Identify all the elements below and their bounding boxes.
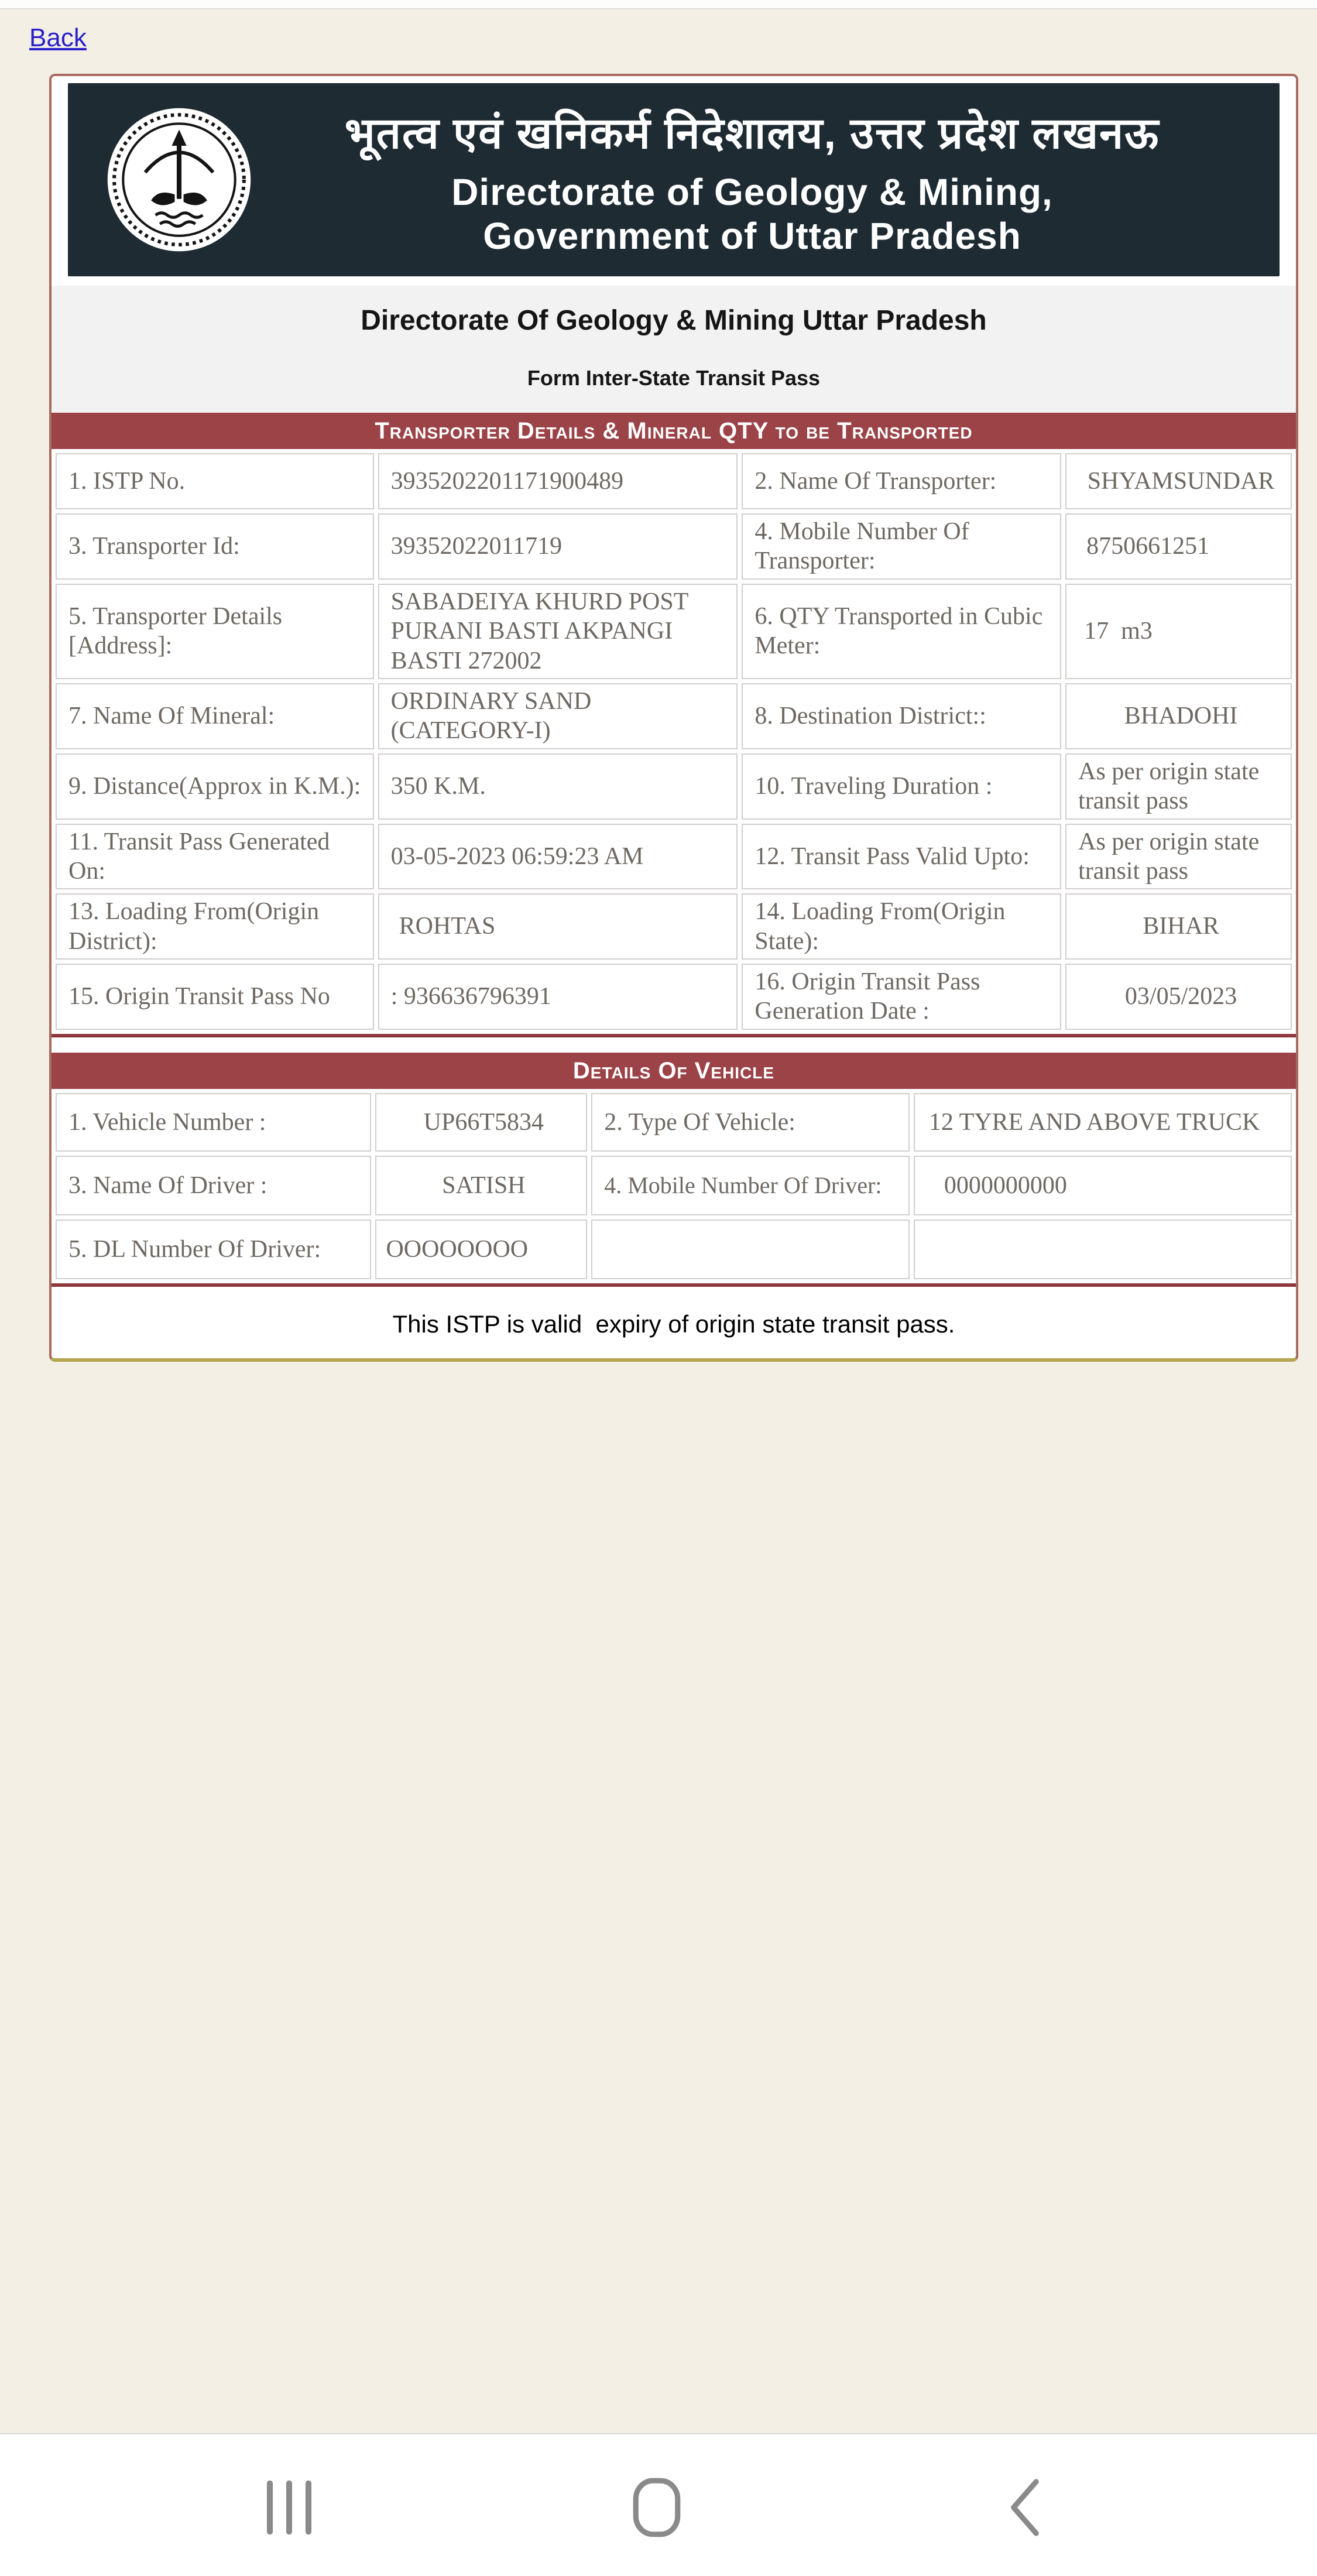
table-row bbox=[56, 453, 1292, 509]
value-vehicle-number: UP66T5834 bbox=[375, 1093, 587, 1152]
value-transporter-mobile: 8750661251 bbox=[1065, 513, 1292, 580]
label-driver-dl: 5. DL Number Of Driver: bbox=[56, 1220, 371, 1279]
table-row bbox=[56, 513, 1292, 580]
table-row bbox=[56, 584, 1292, 679]
label-istp-no: 1. ISTP No. bbox=[56, 453, 374, 509]
value-valid-upto: As per origin state transit pass bbox=[1065, 824, 1292, 890]
value-vehicle-type: 12 TYRE AND ABOVE TRUCK bbox=[914, 1093, 1292, 1152]
empty-cell bbox=[914, 1220, 1292, 1279]
transporter-table bbox=[52, 449, 1296, 1034]
table-row bbox=[56, 824, 1292, 890]
value-origin-pass-no: : 936636796391 bbox=[378, 964, 738, 1030]
label-qty: 6. QTY Transported in Cubic Meter: bbox=[742, 584, 1061, 679]
label-driver-mobile: 4. Mobile Number Of Driver: bbox=[591, 1156, 910, 1215]
transporter-section-header: Transporter Details & Mineral QTY to be Transported bbox=[52, 413, 1296, 449]
table-row bbox=[56, 964, 1292, 1030]
recents-icon[interactable] bbox=[254, 2475, 324, 2540]
table-row bbox=[56, 1156, 1292, 1215]
value-origin-state: BIHAR bbox=[1065, 893, 1292, 960]
value-driver-dl: OOOOOOOO bbox=[375, 1220, 587, 1279]
label-origin-pass-date: 16. Origin Transit Pass Generation Date : bbox=[742, 964, 1061, 1030]
value-transporter-id: 39352022011719 bbox=[378, 513, 738, 580]
value-transporter-name: SHYAMSUNDAR bbox=[1065, 453, 1292, 509]
label-transporter-mobile: 4. Mobile Number Of Transporter: bbox=[742, 513, 1061, 580]
value-traveling-duration: As per origin state transit pass bbox=[1065, 753, 1292, 820]
up-government-logo bbox=[105, 106, 253, 254]
value-mineral: ORDINARY SAND (CATEGORY-I) bbox=[378, 683, 738, 749]
department-banner bbox=[68, 83, 1280, 276]
table-row bbox=[56, 1220, 1292, 1279]
empty-cell bbox=[591, 1220, 910, 1279]
status-bar-strip bbox=[0, 0, 1317, 9]
android-navigation-bar bbox=[0, 2433, 1317, 2576]
banner-english-line2: Government of Uttar Pradesh bbox=[483, 214, 1021, 257]
label-traveling-duration: 10. Traveling Duration : bbox=[742, 753, 1061, 820]
label-distance: 9. Distance(Approx in K.M.): bbox=[56, 753, 374, 820]
table-row bbox=[56, 893, 1292, 960]
label-origin-pass-no: 15. Origin Transit Pass No bbox=[56, 964, 374, 1030]
value-distance: 350 K.M. bbox=[378, 753, 738, 820]
value-origin-pass-date: 03/05/2023 bbox=[1065, 964, 1292, 1030]
label-vehicle-type: 2. Type Of Vehicle: bbox=[591, 1093, 910, 1152]
form-subtitle: Form Inter-State Transit Pass bbox=[527, 366, 821, 390]
label-origin-district: 13. Loading From(Origin District): bbox=[56, 893, 374, 960]
back-link[interactable]: Back bbox=[29, 23, 87, 52]
vehicle-section-header: Details Of Vehicle bbox=[52, 1053, 1296, 1089]
value-destination-district: BHADOHI bbox=[1065, 683, 1292, 749]
value-istp-no: 3935202201171900489 bbox=[378, 453, 738, 509]
label-generated-on: 11. Transit Pass Generated On: bbox=[56, 824, 374, 890]
label-origin-state: 14. Loading From(Origin State): bbox=[742, 893, 1061, 960]
label-vehicle-number: 1. Vehicle Number : bbox=[56, 1093, 371, 1152]
back-icon[interactable] bbox=[989, 2475, 1059, 2540]
vehicle-table bbox=[52, 1089, 1296, 1283]
page-title: Directorate Of Geology & Mining Uttar Pradesh bbox=[361, 305, 987, 336]
document-title-block bbox=[52, 286, 1296, 413]
table-row bbox=[56, 1093, 1292, 1152]
table-row bbox=[56, 753, 1292, 820]
label-driver-name: 3. Name Of Driver : bbox=[56, 1156, 371, 1215]
label-transporter-id: 3. Transporter Id: bbox=[56, 513, 374, 580]
label-transporter-address: 5. Transporter Details [Address]: bbox=[56, 584, 374, 679]
validity-note: This ISTP is valid expiry of origin state transit pass. bbox=[392, 1310, 955, 1338]
table-row bbox=[56, 683, 1292, 749]
label-mineral: 7. Name Of Mineral: bbox=[56, 683, 374, 749]
transit-pass-card bbox=[49, 74, 1298, 1362]
banner-english-line1: Directorate of Geology & Mining, bbox=[451, 171, 1053, 214]
label-transporter-name: 2. Name Of Transporter: bbox=[742, 453, 1061, 509]
label-destination-district: 8. Destination District:: bbox=[742, 683, 1061, 749]
value-qty: 17 m3 bbox=[1065, 584, 1292, 679]
value-transporter-address: SABADEIYA KHURD POST PURANI BASTI AKPANGI BASTI 272002 bbox=[378, 584, 738, 679]
value-origin-district: ROHTAS bbox=[378, 893, 738, 960]
value-generated-on: 03-05-2023 06:59:23 AM bbox=[378, 824, 738, 890]
banner-hindi-title: भूतत्व एवं खनिकर्म निदेशालय, उत्तर प्रदेश लखनऊ bbox=[344, 109, 1160, 158]
label-valid-upto: 12. Transit Pass Valid Upto: bbox=[742, 824, 1061, 890]
value-driver-name: SATISH bbox=[375, 1156, 587, 1215]
value-driver-mobile: 0000000000 bbox=[914, 1156, 1292, 1215]
home-icon[interactable] bbox=[622, 2475, 692, 2540]
section-gap bbox=[52, 1037, 1296, 1053]
